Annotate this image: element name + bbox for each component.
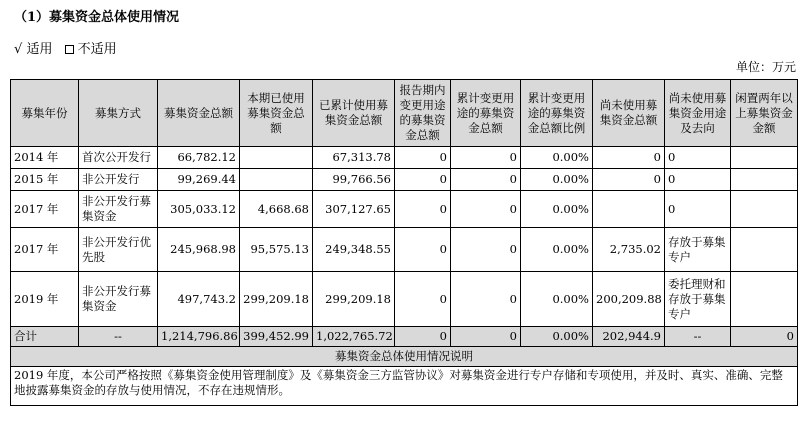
value-cell: 0 [451, 169, 521, 191]
header-cell: 累计变更用途的募集资金总额比例 [521, 80, 593, 147]
value-cell [593, 191, 665, 228]
value-cell: 0 [593, 147, 665, 169]
total-cell: 399,452.99 [240, 327, 313, 347]
year-cell: 2017 年 [11, 228, 79, 272]
value-cell: 0.00% [521, 228, 593, 272]
table-row [11, 272, 798, 327]
applicability-options [14, 38, 117, 57]
value-cell: 0.00% [521, 169, 593, 191]
value-cell: 95,575.13 [240, 228, 313, 272]
value-cell: 66,782.12 [158, 147, 240, 169]
value-cell [731, 272, 798, 327]
total-cell: -- [665, 327, 731, 347]
value-cell: 0.00% [521, 191, 593, 228]
total-cell: 0 [395, 327, 451, 347]
header-cell: 募集年份 [11, 80, 79, 147]
header-cell: 募集资金总额 [158, 80, 240, 147]
applicable-label: 适用 [26, 42, 53, 57]
value-cell: 0 [593, 169, 665, 191]
table-row [11, 169, 798, 191]
value-cell [240, 147, 313, 169]
value-cell: 307,127.65 [313, 191, 395, 228]
value-cell: 0.00% [521, 272, 593, 327]
empty-checkbox-icon [65, 45, 74, 54]
value-cell: 0.00% [521, 147, 593, 169]
usage-explanation-header-row [11, 347, 798, 367]
value-cell: 0 [395, 169, 451, 191]
checkmark-icon: √ [14, 42, 23, 57]
header-cell: 累计变更用途的募集资金总额 [451, 80, 521, 147]
value-cell: 99,766.56 [313, 169, 395, 191]
value-cell: 0 [395, 228, 451, 272]
year-cell: 2015 年 [11, 169, 79, 191]
table-row [11, 191, 798, 228]
value-cell [731, 228, 798, 272]
total-row [11, 327, 798, 347]
total-cell: 0.00% [521, 327, 593, 347]
value-cell: 0 [451, 228, 521, 272]
table-row [11, 147, 798, 169]
fund-usage-table [10, 79, 798, 406]
value-cell: 299,209.18 [240, 272, 313, 327]
header-cell: 尚未使用募集资金用途及去向 [665, 80, 731, 147]
value-cell: 67,313.78 [313, 147, 395, 169]
method-cell: 非公开发行 [79, 169, 158, 191]
header-cell: 已累计使用募集资金总额 [313, 80, 395, 147]
value-cell [240, 169, 313, 191]
usage-cell: 委托理财和存放于募集专户 [665, 272, 731, 327]
table-header-row [11, 80, 798, 147]
usage-explanation-row [11, 367, 798, 406]
total-cell: 0 [451, 327, 521, 347]
header-cell: 尚未使用募集资金总额 [593, 80, 665, 147]
total-cell: 202,944.9 [593, 327, 665, 347]
year-cell: 2014 年 [11, 147, 79, 169]
value-cell: 0 [395, 272, 451, 327]
header-cell: 报告期内变更用途的募集资金总额 [395, 80, 451, 147]
value-cell: 305,033.12 [158, 191, 240, 228]
value-cell: 200,209.88 [593, 272, 665, 327]
method-cell: 非公开发行募集资金 [79, 272, 158, 327]
total-cell: 1,022,765.72 [313, 327, 395, 347]
value-cell: 0 [395, 191, 451, 228]
value-cell: 2,735.02 [593, 228, 665, 272]
header-cell: 募集方式 [79, 80, 158, 147]
year-cell: 2019 年 [11, 272, 79, 327]
header-cell: 本期已使用募集资金总额 [240, 80, 313, 147]
usage-explanation-header: 募集资金总体使用情况说明 [11, 347, 798, 367]
table-row [11, 228, 798, 272]
method-cell: 非公开发行优先股 [79, 228, 158, 272]
total-cell: 1,214,796.86 [158, 327, 240, 347]
unit-label: 单位：万元 [735, 60, 796, 74]
value-cell: 99,269.44 [158, 169, 240, 191]
usage-cell: 0 [665, 191, 731, 228]
value-cell: 0 [451, 191, 521, 228]
value-cell [731, 147, 798, 169]
usage-cell: 存放于募集专户 [665, 228, 731, 272]
value-cell: 249,348.55 [313, 228, 395, 272]
header-cell: 闲置两年以上募集资金金额 [731, 80, 798, 147]
value-cell [731, 191, 798, 228]
method-cell: 首次公开发行 [79, 147, 158, 169]
usage-cell: 0 [665, 169, 731, 191]
value-cell: 0 [395, 147, 451, 169]
method-cell: 非公开发行募集资金 [79, 191, 158, 228]
total-cell: 0 [731, 327, 798, 347]
value-cell [731, 169, 798, 191]
value-cell: 245,968.98 [158, 228, 240, 272]
value-cell: 0 [451, 272, 521, 327]
section-title: （1）募集资金总体使用情况 [14, 10, 180, 25]
value-cell: 4,668.68 [240, 191, 313, 228]
total-cell: -- [79, 327, 158, 347]
not-applicable-label: 不适用 [77, 42, 117, 57]
value-cell: 299,209.18 [313, 272, 395, 327]
value-cell: 0 [451, 147, 521, 169]
year-cell: 2017 年 [11, 191, 79, 228]
usage-explanation-text: 2019 年度，本公司严格按照《募集资金使用管理制度》及《募集资金三方监管协议》对募集资金进行专户存储和专项使用，并及时、真实、准确、完整地披露募集资金的存放与使用情况，不存在违规情形。 [11, 367, 798, 406]
usage-cell: 0 [665, 147, 731, 169]
total-label: 合计 [11, 327, 79, 347]
value-cell: 497,743.2 [158, 272, 240, 327]
